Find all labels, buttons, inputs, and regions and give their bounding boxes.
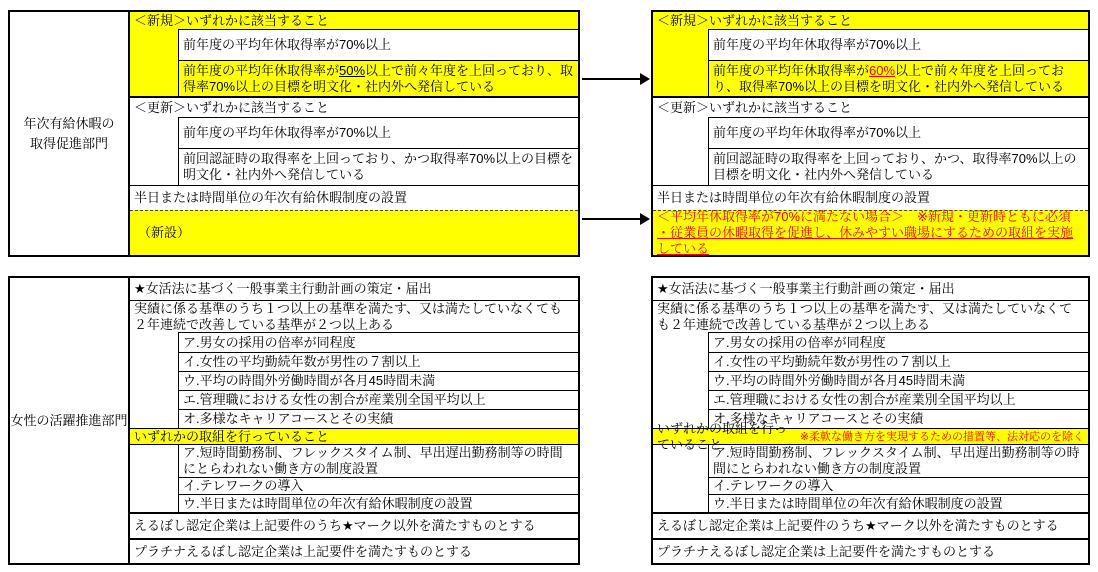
performance-items-box (178, 332, 578, 428)
eruboshi-rule-row: えるぼし認定企業は上記要件のうち★マーク以外を満たすものとする (653, 512, 1088, 538)
new-criteria-header: ＜新規＞いずれかに該当すること (657, 12, 853, 28)
renew-criteria-block (653, 98, 1088, 185)
platinum-rule-row: プラチナえるぼし認定企業は上記要件を満たすものとする (130, 538, 578, 563)
women-before-content (130, 278, 578, 563)
list-item: ア.男女の採用の倍率が同程度 (183, 334, 356, 350)
criteria-row: 実績に係る基準のうち１つ以上の基準を満たす、又は満たしていなくても２年連続で改善している基準が２つ以上ある (653, 300, 1088, 332)
eruboshi-rule-row: えるぼし認定企業は上記要件のうち★マーク以外を満たすものとする (130, 512, 578, 538)
criterion-row: 前年度の平均年休取得率が70%以上 (183, 125, 392, 140)
women-before-table (8, 276, 580, 565)
list-item: エ.管理職における女性の割合が産業別全国平均以上 (179, 390, 578, 409)
initiatives-header-row: いずれかの取組を行っていること ※柔軟な働き方を実現するための措置等、法対応のを除く (653, 428, 1088, 445)
list-item: エ.管理職における女性の割合が産業別全国平均以上 (709, 390, 1088, 409)
list-item: イ.女性の平均勤続年数が男性の７割以上 (709, 352, 1088, 371)
renew-criteria-header: ＜更新＞いずれかに該当すること (134, 99, 330, 115)
new-criteria-block (653, 12, 1088, 98)
list-item: イ.テレワークの導入 (709, 477, 1088, 494)
new-criteria-header: ＜新規＞いずれかに該当すること (134, 12, 330, 28)
renew-criteria-options (708, 117, 1088, 185)
shortfall-line1: ＜平均年休取得率が70%に満たない場合＞ ※新規・更新時ともに必須 (657, 209, 1071, 224)
criterion-row-changed: 前年度の平均年休取得率が50%以上で前々年度を上回っており、取得率70%以上の目標を明文化・社内外へ発信している (179, 60, 578, 96)
leave-before-content (130, 12, 578, 255)
change-arrow-top (582, 78, 641, 80)
leave-after-table (651, 10, 1090, 257)
initiative-items-box (708, 445, 1088, 512)
list-item: イ.女性の平均勤続年数が男性の７割以上 (179, 352, 578, 371)
criterion-row: 前回認証時の取得率を上回っており、かつ、取得率70%以上の目標を明文化・社内外へ発信している (709, 148, 1088, 185)
changed-value-60: 60% (869, 62, 896, 78)
renew-criteria-options (178, 117, 578, 185)
list-item: ウ.平均の時間外労働時間が各月45時間未満 (179, 371, 578, 390)
leave-category-label (10, 12, 130, 255)
new-criteria-block (130, 12, 578, 98)
list-item: ア.短時間勤務制、フレックスタイム制、早出遅出勤務制等の時間にとらわれない働き方の制度設置 (713, 445, 1080, 476)
initiatives-note: ※柔軟な働き方を実現するための措置等、法対応のを除く (799, 430, 1084, 443)
list-item: ウ.半日または時間単位の年次有給休暇制度の設置 (709, 494, 1088, 512)
new-criteria-options (708, 29, 1088, 96)
criterion-row: 前年度の平均年休取得率が70%以上 (713, 125, 922, 140)
list-item: ウ.半日または時間単位の年次有給休暇制度の設置 (179, 494, 578, 512)
women-category-label: 女性の活躍推進部門 (10, 278, 130, 563)
action-plan-row: ★女活法に基づく一般事業主行動計画の策定・届出 (657, 281, 955, 296)
initiative-items-box (178, 445, 578, 512)
leave-category-line2: 取得促進部門 (29, 135, 108, 151)
changed-value-50: 50% (339, 62, 366, 78)
criterion-row-changed: 前年度の平均年休取得率が60%以上で前々年度を上回っており、取得率70%以上の目標を明文化・社内外へ発信している (709, 60, 1088, 96)
criterion-row: 前回認証時の取得率を上回っており、かつ取得率70%以上の目標を明文化・社内外へ発信している (179, 148, 578, 185)
women-after-content (653, 278, 1088, 563)
platinum-rule-row: プラチナえるぼし認定企業は上記要件を満たすものとする (653, 538, 1088, 563)
leave-before-table (8, 10, 580, 257)
list-item: イ.テレワークの導入 (179, 477, 578, 494)
half-day-rule-row: 半日または時間単位の年次有給休暇制度の設置 (653, 185, 1088, 210)
list-item: オ.多様なキャリアコースとその実績 (179, 409, 578, 428)
leave-after-content (653, 12, 1088, 255)
new-cell-placeholder-row: （新設） (130, 210, 578, 255)
women-after-table (651, 276, 1090, 565)
list-item: ウ.平均の時間外労働時間が各月45時間未満 (709, 371, 1088, 390)
initiatives-header-row: いずれかの取組を行っていること (130, 428, 578, 445)
action-plan-row: ★女活法に基づく一般事業主行動計画の策定・届出 (134, 281, 432, 296)
renew-criteria-header: ＜更新＞いずれかに該当すること (657, 99, 853, 115)
renew-criteria-block (130, 98, 578, 185)
change-arrow-bottom (582, 218, 641, 220)
half-day-rule-row: 半日または時間単位の年次有給休暇制度の設置 (130, 185, 578, 210)
shortfall-requirement-row (653, 210, 1088, 255)
new-criteria-options (178, 29, 578, 96)
shortfall-line2: ・従業員の休暇取得を促進し、休みやすい職場にするための取組を実施している (657, 225, 1074, 256)
list-item: ア.短時間勤務制、フレックスタイム制、早出遅出勤務制等の時間にとらわれない働き方の制度設置 (183, 445, 563, 476)
performance-items-box (708, 332, 1088, 428)
criterion-row: 前年度の平均年休取得率が70%以上 (179, 30, 578, 60)
criteria-row: 実績に係る基準のうち１つ以上の基準を満たす、又は満たしていなくても２年連続で改善している基準が２つ以上ある (130, 300, 578, 332)
criterion-row: 前年度の平均年休取得率が70%以上 (709, 30, 1088, 60)
list-item: ア.男女の採用の倍率が同程度 (713, 334, 886, 350)
leave-category-line1: 年次有給休暇の (23, 115, 115, 131)
list-item: オ.多様なキャリアコースとその実績 (709, 409, 1088, 428)
